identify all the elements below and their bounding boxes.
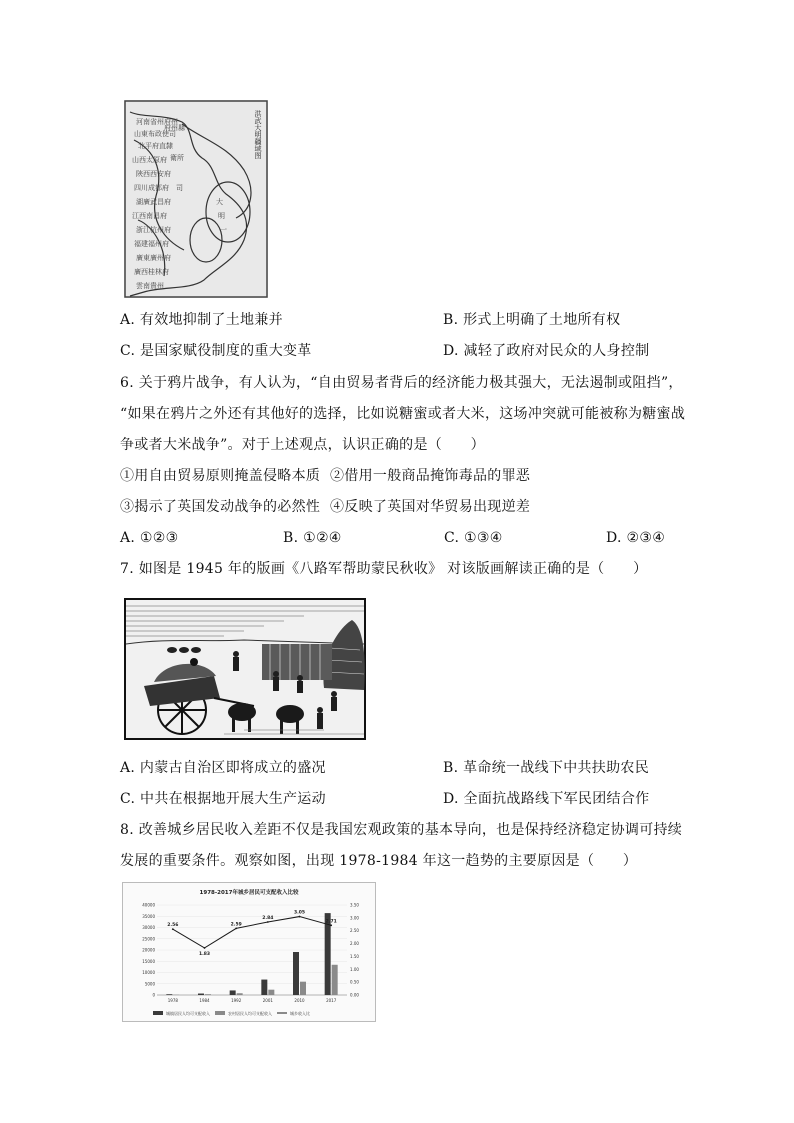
ratio-point <box>299 916 301 918</box>
bar-urban <box>261 980 267 995</box>
q6-item-4: ④反映了英国对华贸易出现逆差 <box>330 499 531 515</box>
legend-swatch-rural <box>215 1011 225 1015</box>
svg-text:府州縣: 府州縣 <box>164 124 185 132</box>
q7-stem: 7. 如图是 1945 年的版画《八路军帮助蒙民秋收》 对该版画解读正确的是（ ） <box>120 561 648 577</box>
q5-option-a: A. 有效地抑制了土地兼并 <box>120 312 283 328</box>
bar-rural <box>300 982 306 995</box>
svg-text:河南省州府州: 河南省州府州 <box>136 118 178 126</box>
legend-label-ratio: 城乡收入比 <box>290 1011 310 1016</box>
ratio-data-label: 2.84 <box>262 915 274 921</box>
bar-urban <box>293 952 299 995</box>
ratio-point <box>172 928 174 930</box>
q5-option-d: D. 减轻了政府对民众的人身控制 <box>443 343 650 359</box>
y2-tick-label: 2.00 <box>350 941 359 947</box>
y-tick-label: 30000 <box>142 925 155 930</box>
svg-text:陜西西安府: 陜西西安府 <box>136 170 171 178</box>
x-tick-label: 1978 <box>167 998 178 1003</box>
q8-stem-line2: 发展的重要条件。观察如图，出现 1978-1984 年这一趋势的主要原因是（ ） <box>120 853 638 869</box>
q6-stem-line1: 6. 关于鸦片战争，有人认为，“自由贸易者背后的经济能力极其强大，无法遏制或阻挡”， <box>120 375 683 391</box>
ratio-point <box>235 928 237 930</box>
svg-text:一: 一 <box>220 226 227 234</box>
chart-title: 1978-2017年城乡居民可支配收入比较 <box>199 890 299 896</box>
q8-stem-line1: 8. 改善城乡居民收入差距不仅是我国宏观政策的基本导向，也是保持经济稳定协调可持续 <box>120 822 683 838</box>
svg-text:山西太原府: 山西太原府 <box>132 156 167 164</box>
y2-tick-label: 3.50 <box>350 902 359 908</box>
y-tick-label: 25000 <box>142 936 155 942</box>
svg-text:司: 司 <box>176 184 183 192</box>
x-tick-label: 1992 <box>231 998 242 1003</box>
q6-item-2: ②借用一般商品掩饰毒品的罪恶 <box>330 468 531 484</box>
q7-option-c: C. 中共在根据地开展大生产运动 <box>120 791 326 807</box>
y-tick-label: 20000 <box>142 947 155 953</box>
y2-tick-label: 0.50 <box>350 979 359 985</box>
q6-item-3: ③揭示了英国发动战争的必然性 <box>120 499 321 515</box>
ratio-point <box>204 947 206 949</box>
q5-option-c: C. 是国家赋役制度的重大变革 <box>120 343 312 359</box>
y-tick-label: 35000 <box>142 913 155 919</box>
q7-option-a: A. 内蒙古自治区即将成立的盛况 <box>120 760 326 776</box>
y2-tick-label: 2.50 <box>350 928 359 934</box>
y2-tick-label: 1.00 <box>350 966 359 972</box>
chart-legend <box>153 1010 310 1016</box>
q6-option-a: A. ①②③ <box>120 530 179 546</box>
y-tick-label: 10000 <box>142 970 155 975</box>
bar-urban <box>230 990 236 995</box>
ratio-data-label: 2.56 <box>167 923 179 929</box>
legend-label-urban: 城镇居民人均可支配收入 <box>166 1011 210 1016</box>
ratio-data-label: 3.05 <box>293 910 306 916</box>
svg-text:湖廣武昌府: 湖廣武昌府 <box>136 198 171 206</box>
svg-text:浙江杭州府: 浙江杭州府 <box>136 226 171 234</box>
svg-text:大: 大 <box>216 198 223 206</box>
y-tick-label: 0 <box>152 992 155 998</box>
q6-option-b: B. ①②④ <box>283 530 342 546</box>
income-comparison-chart <box>122 882 376 1022</box>
bar-rural <box>237 993 243 995</box>
bar-urban <box>166 994 172 995</box>
y-tick-label: 40000 <box>142 902 155 908</box>
ratio-point <box>330 924 332 926</box>
svg-text:福建福州府: 福建福州府 <box>134 240 169 248</box>
ming-territory-map-image <box>124 100 268 298</box>
svg-text:山東布政使司: 山東布政使司 <box>134 130 176 138</box>
ratio-line <box>173 917 331 948</box>
q6-option-c: C. ①③④ <box>444 530 503 546</box>
svg-text:北平府直隸: 北平府直隸 <box>138 142 173 150</box>
legend-swatch-urban <box>153 1011 163 1015</box>
svg-text:衛所: 衛所 <box>170 154 184 162</box>
q7-option-d: D. 全面抗战路线下军民团结合作 <box>443 791 650 807</box>
svg-text:廣東廣州府: 廣東廣州府 <box>136 254 171 262</box>
map-caption: 洪武大明疆域图 <box>254 110 262 159</box>
x-tick-label: 2001 <box>262 998 273 1003</box>
bar-rural <box>205 994 211 995</box>
legend-label-rural: 农村居民人均可支配收入 <box>228 1011 272 1016</box>
bar-rural <box>268 990 274 995</box>
q6-option-d: D. ②③④ <box>606 530 666 546</box>
ratio-data-label: 1.83 <box>198 951 211 957</box>
svg-text:雲南貴州: 雲南貴州 <box>136 282 164 290</box>
y-tick-label: 5000 <box>144 981 155 987</box>
svg-text:廣西桂林府: 廣西桂林府 <box>134 268 169 276</box>
bar-rural <box>332 965 338 995</box>
woodcut-autumn-harvest-image <box>124 598 366 740</box>
ratio-data-label: 2.59 <box>230 922 242 928</box>
x-tick-label: 2017 <box>326 998 337 1003</box>
ratio-point <box>267 921 269 923</box>
svg-text:明: 明 <box>218 212 225 220</box>
ratio-data-label: 2.71 <box>325 919 337 925</box>
x-tick-label: 1984 <box>199 998 210 1003</box>
y-tick-label: 15000 <box>142 958 155 964</box>
svg-text:江西南昌府: 江西南昌府 <box>132 212 167 220</box>
q6-stem-line3: 争或者大米战争”。对于上述观点，认识正确的是（ ） <box>120 437 485 453</box>
q7-option-b: B. 革命统一战线下中共扶助农民 <box>443 760 649 776</box>
bar-urban <box>198 994 204 995</box>
x-tick-label: 2010 <box>294 998 305 1003</box>
svg-text:四川成都府: 四川成都府 <box>134 184 169 192</box>
q6-item-1: ①用自由贸易原则掩盖侵略本质 <box>120 468 321 484</box>
q6-stem-line2: “如果在鸦片之外还有其他好的选择，比如说糖蜜或者大米，这场冲突就可能被称为糖蜜战 <box>120 406 686 422</box>
y2-tick-label: 1.50 <box>350 953 359 959</box>
q5-option-b: B. 形式上明确了土地所有权 <box>443 312 621 328</box>
y2-tick-label: 0.00 <box>350 992 359 998</box>
y2-tick-label: 3.00 <box>350 915 359 921</box>
